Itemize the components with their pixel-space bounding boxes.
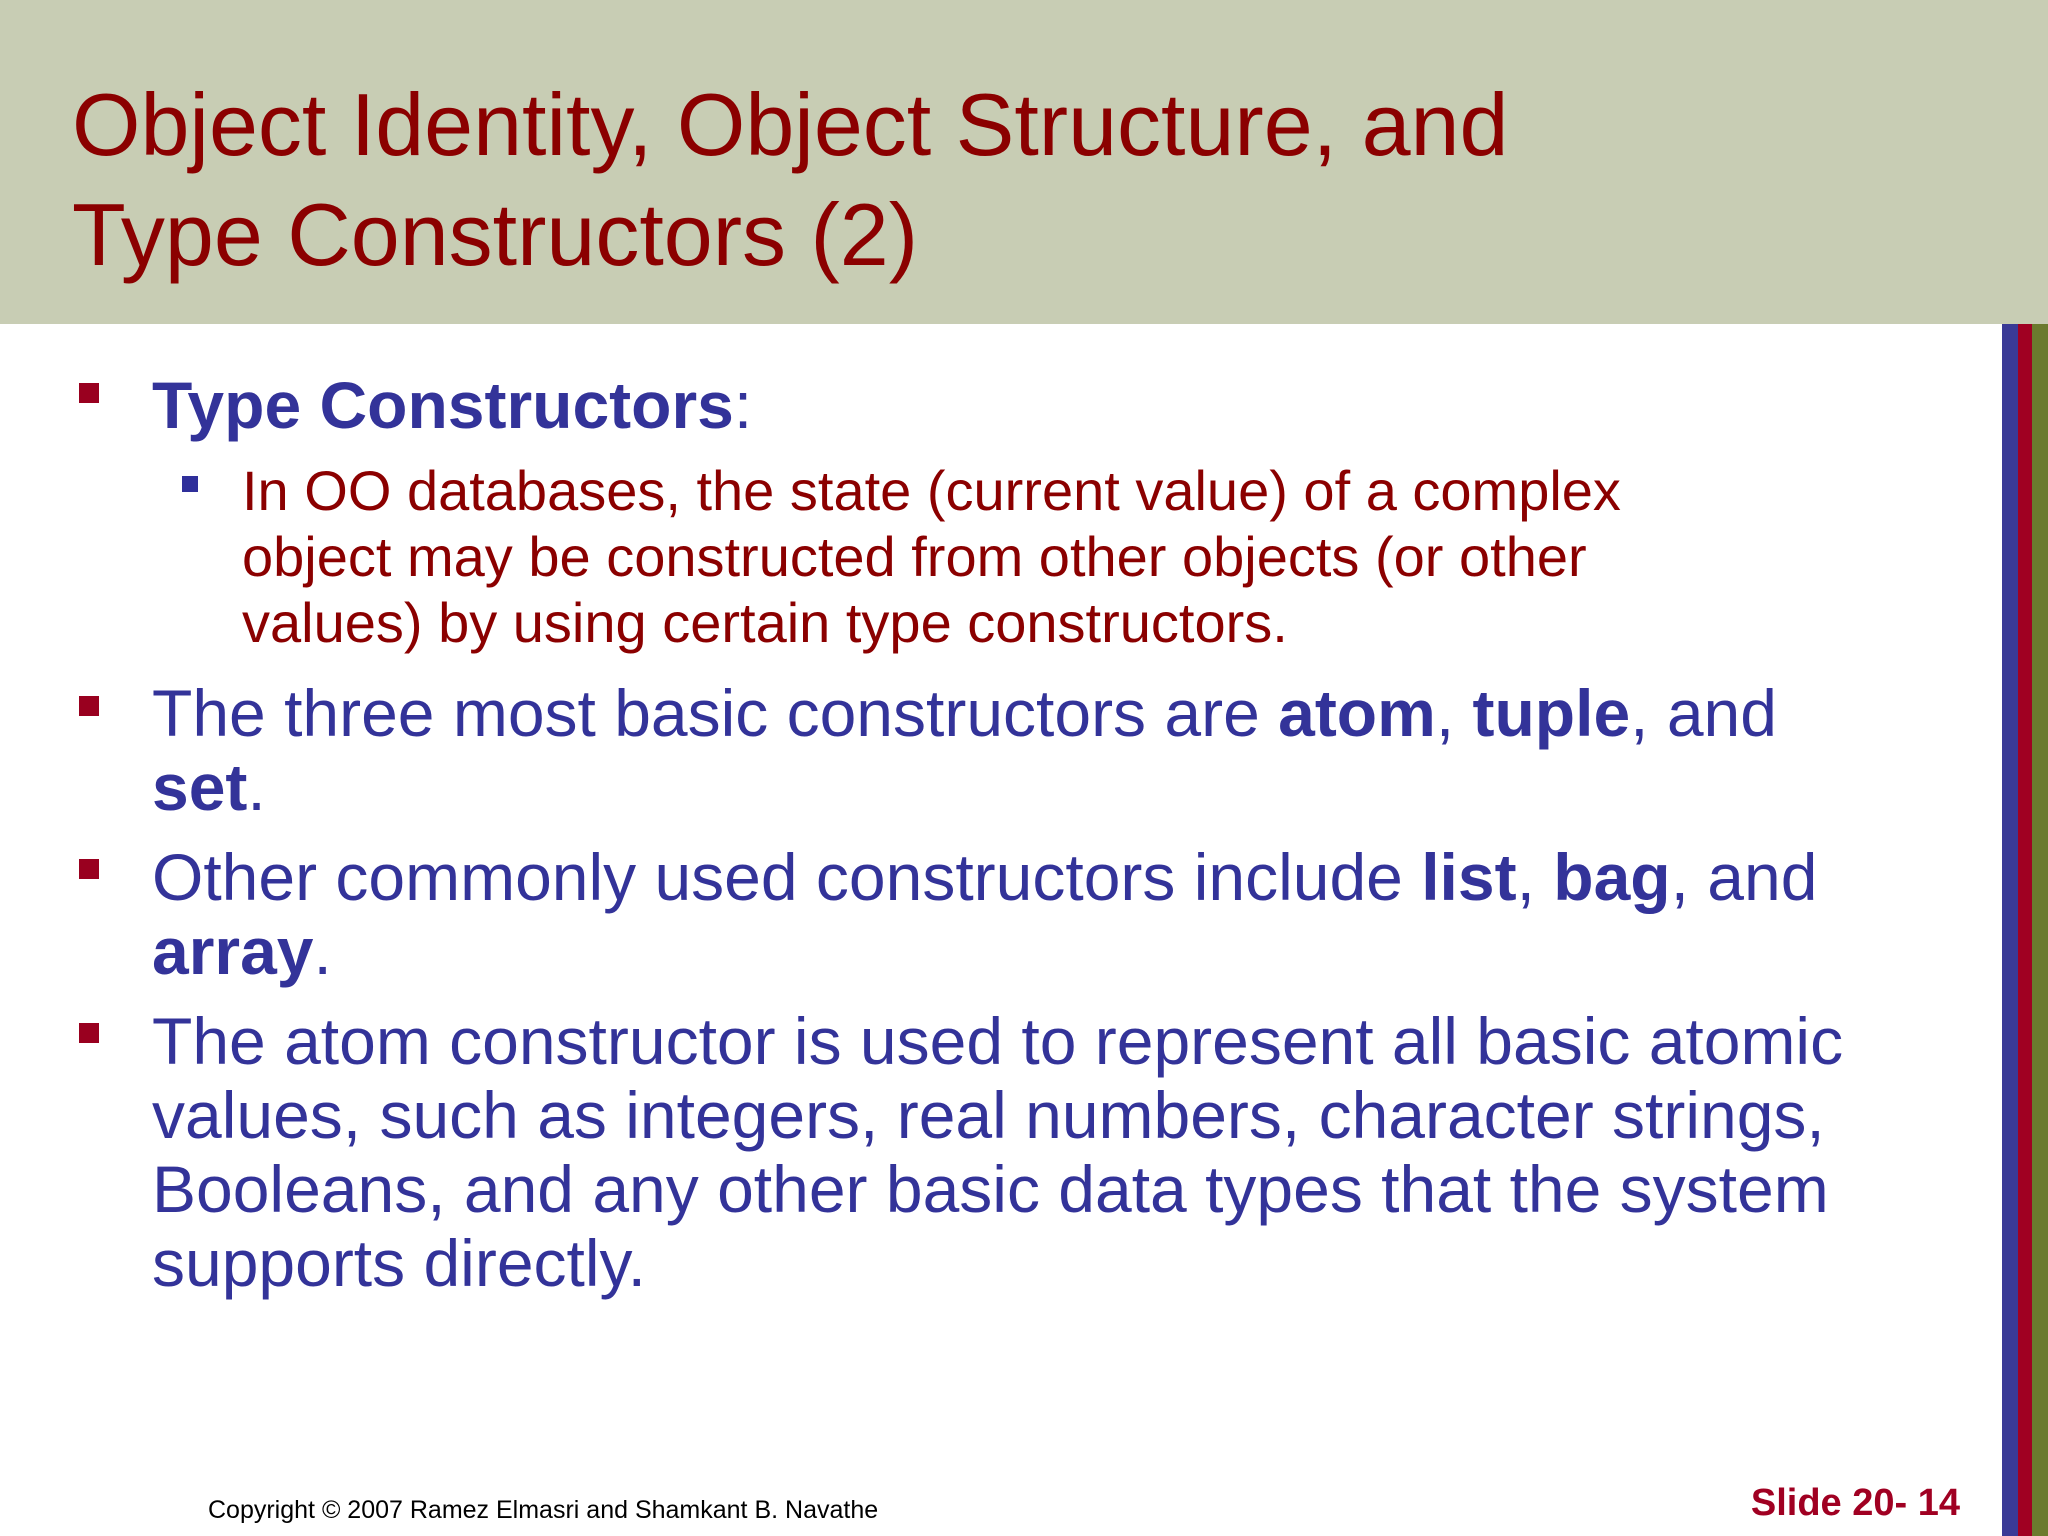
bullet-atom-constructor [152,1004,1972,1300]
keyword-atom: atom [1278,676,1436,750]
bullet-line-4: supports directly. [152,1226,646,1300]
bullet-line-3: Booleans, and any other basic data types that the system [152,1152,1829,1226]
bullet-line-1: The atom constructor is used to represent all basic atomic [152,1004,1844,1078]
title-bar [0,0,2048,324]
keyword-bag: bag [1553,840,1671,914]
keyword-array: array [152,914,314,988]
sub-bullet-oo-state [242,458,1621,656]
bullet-separator: , [1435,676,1473,750]
bullet-heading: Type Constructors [152,368,734,442]
bullet-marker-icon [79,696,99,716]
decorative-stripe-green [2032,324,2048,1536]
bullet-separator: , [1516,840,1554,914]
bullet-text: Other commonly used constructors include [152,840,1422,914]
bullet-text: The three most basic constructors are [152,676,1279,750]
bullet-type-constructors [152,368,1972,442]
bullet-line-2: values, such as integers, real numbers, character strings, [152,1078,1825,1152]
bullet-marker-icon [79,859,99,879]
keyword-set: set [152,750,248,824]
copyright-notice: Copyright © 2007 Ramez Elmasri and Shamkant B. Navathe [208,1496,879,1524]
sub-bullet-marker-icon [182,476,198,492]
bullet-other-constructors [152,840,1972,988]
bullet-separator: , and [1630,676,1777,750]
sub-bullet-line-3: values) by using certain type constructors. [242,591,1288,654]
bullet-separator: , and [1670,840,1818,914]
bullet-marker-icon [79,1023,99,1043]
slide-title-line-1: Object Identity, Object Structure, and [72,75,1509,174]
slide-title-line-2: Type Constructors (2) [72,185,919,284]
slide-number: Slide 20- 14 [1750,1482,1960,1524]
bullet-basic-constructors [152,676,1972,824]
bullet-period: . [247,750,266,824]
decorative-stripe-blue [2002,324,2018,1536]
slide-title [72,70,1508,290]
keyword-list: list [1421,840,1517,914]
bullet-heading-colon: : [733,368,753,442]
bullet-period: . [313,914,332,988]
sub-bullet-line-2: object may be constructed from other objects (or other [242,525,1587,588]
decorative-stripe-red [2018,324,2032,1536]
sub-bullet-line-1: In OO databases, the state (current value) of a complex [242,459,1621,522]
keyword-tuple: tuple [1472,676,1631,750]
bullet-marker-icon [79,383,99,403]
